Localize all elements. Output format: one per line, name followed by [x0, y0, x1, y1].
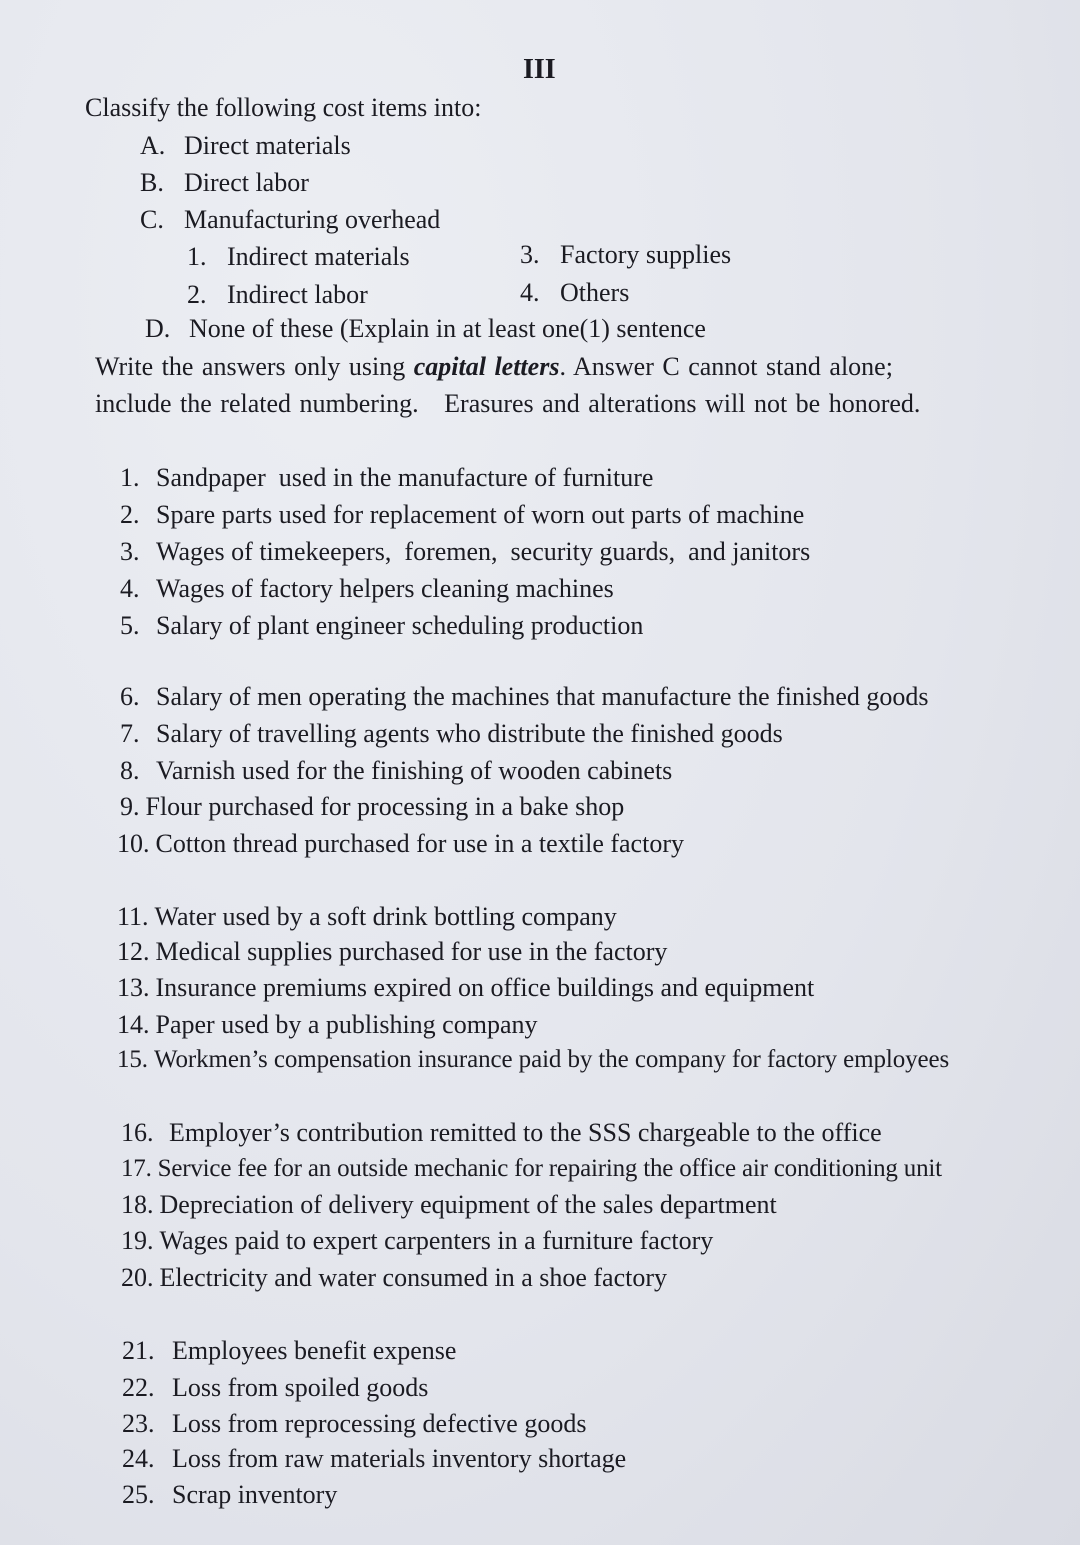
item-text: Sandpaper used in the manufacture of furniture: [156, 463, 654, 492]
category-letter: A.: [140, 131, 166, 160]
item-text: Salary of travelling agents who distribute the finished goods: [156, 719, 783, 748]
list-item: [121, 1226, 713, 1256]
list-item: [122, 1373, 428, 1403]
item-number: 2.: [120, 500, 140, 529]
item-number: 17.: [121, 1155, 152, 1182]
item-number: 8.: [120, 756, 140, 785]
list-item: [122, 1480, 337, 1510]
item-number: 6.: [120, 682, 140, 711]
item-number: 25.: [122, 1480, 155, 1509]
list-item: [120, 792, 624, 822]
item-text: Cotton thread purchased for use in a textile factory: [155, 829, 684, 858]
item-text: Medical supplies purchased for use in the factory: [155, 937, 668, 966]
overhead-sub-2: [187, 280, 368, 310]
item-text: Wages of timekeepers, foremen, security guards, and janitors: [156, 537, 811, 566]
item-number: 11.: [117, 902, 149, 931]
item-text: Service fee for an outside mechanic for repairing the office air conditioning unit: [157, 1155, 942, 1182]
list-item: [117, 1045, 949, 1075]
item-number: 18.: [121, 1190, 154, 1219]
list-item: [120, 756, 672, 786]
category-label: Direct labor: [184, 168, 309, 197]
overhead-sub-3: [520, 240, 731, 270]
list-item: [121, 1154, 942, 1184]
item-text: Employer’s contribution remitted to the SSS chargeable to the office: [169, 1118, 882, 1147]
item-number: 20.: [121, 1263, 154, 1292]
item-text: Electricity and water consumed in a shoe factory: [159, 1263, 668, 1292]
item-text: Salary of plant engineer scheduling production: [156, 611, 644, 640]
category-letter: D.: [145, 314, 171, 343]
item-number: 3.: [120, 537, 140, 566]
rules-line-2: include the related numbering. Erasures and alterations will not be honored.: [95, 389, 921, 418]
item-number: 13.: [117, 973, 150, 1002]
sub-number: 4.: [520, 278, 540, 307]
category-b: [140, 168, 309, 198]
item-number: 9.: [120, 792, 140, 821]
item-number: 12.: [117, 937, 150, 966]
rules-text: . Answer C cannot stand alone;: [559, 352, 893, 381]
item-text: Flour purchased for processing in a bake shop: [145, 792, 625, 821]
item-number: 7.: [120, 719, 140, 748]
category-a: [140, 131, 351, 161]
list-item: [117, 1010, 538, 1040]
sub-label: Indirect labor: [227, 280, 368, 309]
overhead-sub-1: [187, 242, 410, 272]
item-text: Scrap inventory: [172, 1480, 338, 1509]
item-text: Loss from spoiled goods: [172, 1373, 429, 1402]
list-item: [120, 682, 929, 712]
list-item: [120, 574, 614, 604]
item-number: 21.: [122, 1336, 155, 1365]
item-number: 14.: [117, 1010, 150, 1039]
list-item: [122, 1444, 626, 1474]
rules-emphasis: capital letters: [413, 352, 560, 381]
item-text: Loss from raw materials inventory shortage: [172, 1444, 627, 1473]
list-item: [120, 719, 783, 749]
list-item: [117, 973, 814, 1003]
list-item: [117, 902, 617, 932]
category-label: None of these (Explain in at least one(1) sentence: [189, 314, 706, 343]
item-number: 15.: [117, 1046, 148, 1073]
item-number: 4.: [120, 574, 140, 603]
item-text: Wages paid to expert carpenters in a furniture factory: [159, 1226, 714, 1255]
item-text: Spare parts used for replacement of worn out parts of machine: [156, 500, 805, 529]
sub-label: Factory supplies: [560, 240, 732, 269]
rules-line-1: [95, 352, 893, 382]
instruction-intro: Classify the following cost items into:: [85, 93, 482, 122]
item-text: Loss from reprocessing defective goods: [172, 1409, 587, 1438]
list-item: [121, 1263, 667, 1293]
item-text: Insurance premiums expired on office buildings and equipment: [155, 973, 815, 1002]
sub-number: 3.: [520, 240, 540, 269]
overhead-sub-4: [520, 278, 629, 308]
list-item: [117, 937, 667, 967]
list-item: [121, 1118, 882, 1148]
list-item: [120, 500, 804, 530]
item-text: Wages of factory helpers cleaning machines: [156, 574, 614, 603]
sub-label: Others: [560, 278, 630, 307]
item-text: Varnish used for the finishing of wooden cabinets: [156, 756, 673, 785]
category-label: Manufacturing overhead: [184, 205, 441, 234]
category-letter: C.: [140, 205, 164, 234]
item-number: 23.: [122, 1409, 155, 1438]
item-number: 24.: [122, 1444, 155, 1473]
item-text: Workmen’s compensation insurance paid by the company for factory employees: [153, 1046, 950, 1073]
item-number: 19.: [121, 1226, 154, 1255]
item-number: 22.: [122, 1373, 155, 1402]
list-item: [117, 829, 684, 859]
rules-text: Write the answers only using: [95, 352, 414, 381]
item-number: 1.: [120, 463, 140, 492]
list-item: [120, 611, 643, 641]
section-heading: III: [523, 54, 556, 85]
sub-number: 2.: [187, 280, 207, 309]
sub-number: 1.: [187, 242, 207, 271]
item-number: 5.: [120, 611, 140, 640]
item-text: Water used by a soft drink bottling company: [154, 902, 617, 931]
list-item: [120, 463, 653, 493]
list-item: [122, 1336, 456, 1366]
category-c: [140, 205, 440, 235]
list-item: [121, 1190, 777, 1220]
list-item: [122, 1409, 586, 1439]
list-item: [120, 537, 810, 567]
category-label: Direct materials: [184, 131, 351, 160]
item-number: 10.: [117, 829, 150, 858]
item-number: 16.: [121, 1118, 154, 1147]
category-d: [145, 314, 706, 344]
item-text: Employees benefit expense: [172, 1336, 457, 1365]
category-letter: B.: [140, 168, 164, 197]
sub-label: Indirect materials: [227, 242, 410, 271]
item-text: Paper used by a publishing company: [155, 1010, 538, 1039]
item-text: Depreciation of delivery equipment of the sales department: [159, 1190, 777, 1219]
item-text: Salary of men operating the machines that manufacture the finished goods: [156, 682, 929, 711]
